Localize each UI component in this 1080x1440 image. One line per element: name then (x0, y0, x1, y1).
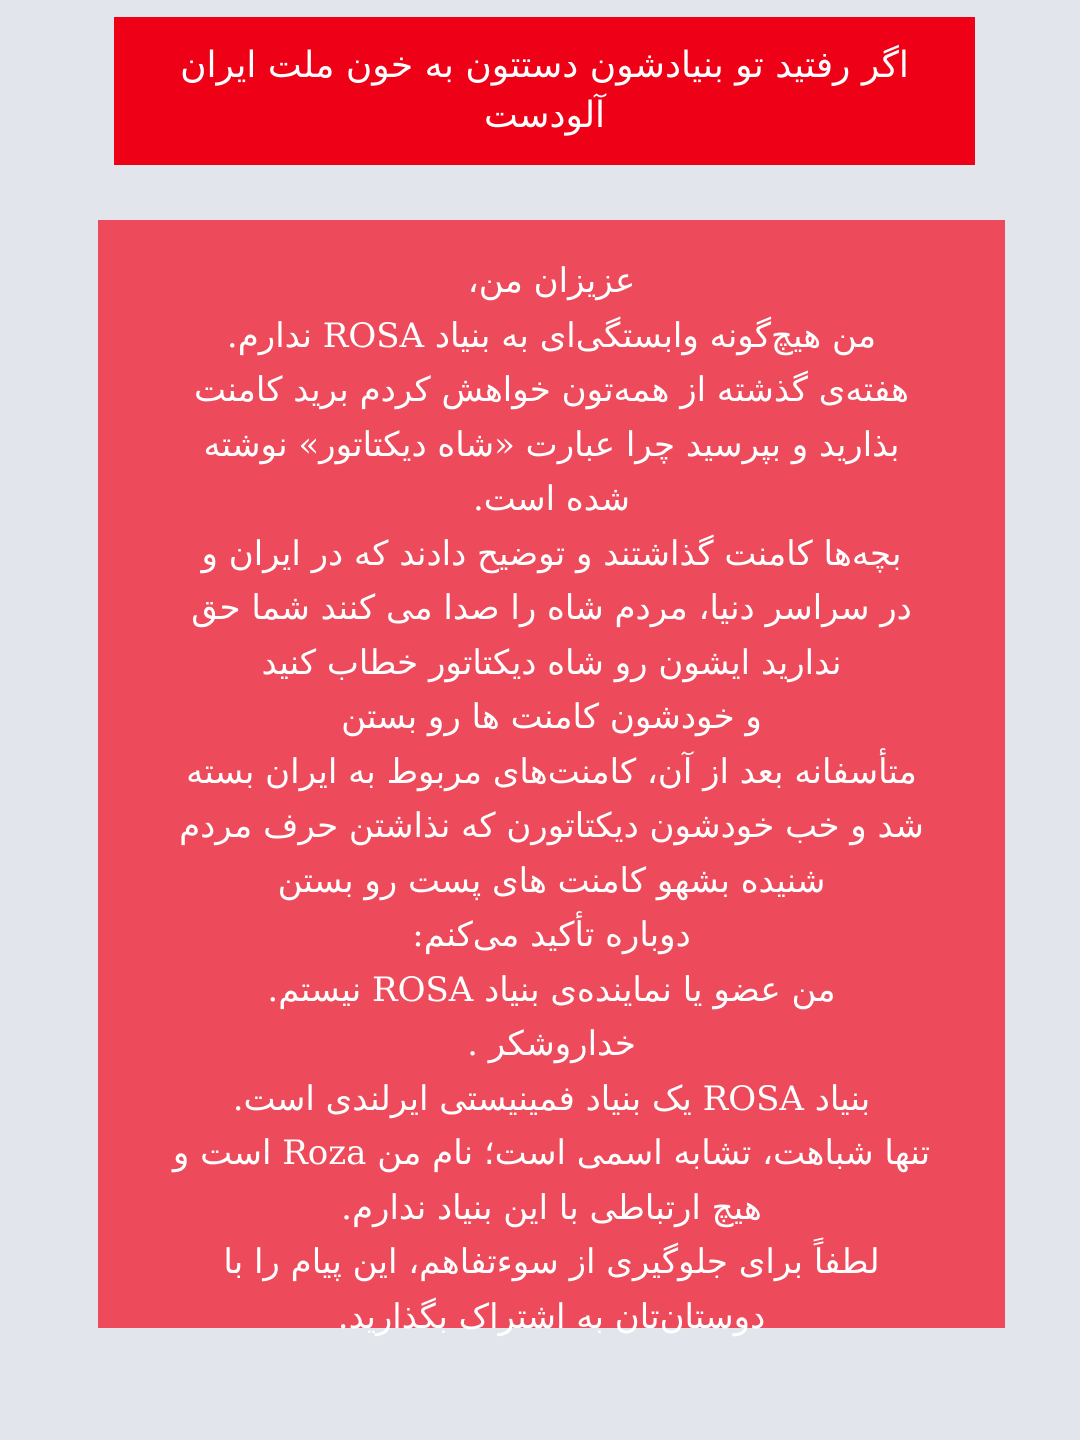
message-line: تنها شباهت، تشابه اسمی است؛ نام من Roza است و (172, 1133, 931, 1173)
header-line-2: آلودست (483, 95, 606, 136)
message-line: شنیده بشهو کامنت های پست رو بستن (277, 860, 826, 901)
header-banner (114, 17, 975, 165)
message-line: لطفاً برای جلوگیری از سوءتفاهم، این پیام را با (223, 1242, 880, 1282)
message-line: دوستان‌تان به اشتراک بگذارید. (337, 1296, 766, 1337)
message-line: شده است. (472, 479, 631, 519)
message-line: بذارید و بپرسید چرا عبارت «شاه دیکتاتور» نوشته (203, 424, 900, 465)
message-line: متأسفانه بعد از آن، کامنت‌های مربوط به ایران بسته (186, 751, 917, 792)
message-line: من هیچ‌گونه وابستگی‌ای به بنیاد ROSA ندارم. (226, 315, 877, 356)
message-line: بنیاد ROSA یک بنیاد فمینیستی ایرلندی است. (232, 1078, 871, 1119)
message-line: و خودشون کامنت ها رو بستن (341, 697, 762, 737)
message-line: در سراسر دنیا، مردم شاه را صدا می کنند شما حق (191, 588, 912, 628)
message-line: شد و خب خودشون دیکتاتورن که نذاشتن حرف مردم (179, 806, 924, 846)
message-line: من عضو یا نماینده‌ی بنیاد ROSA نیستم. (267, 969, 836, 1010)
header-line-1: اگر رفتید تو بنیادشون دستتون به خون ملت ایران (180, 45, 909, 86)
message-line: عزیزان من، (467, 261, 636, 301)
message-line: بچه‌ها کامنت گذاشتند و توضیح دادند که در ایران و (201, 533, 902, 574)
message-line: خداروشکر . (467, 1024, 636, 1064)
message-line: هیچ ارتباطی با این بنیاد ندارم. (341, 1187, 762, 1228)
message-panel (98, 220, 1005, 1337)
message-line: هفته‌ی گذشته از همه‌تون خواهش کردم برید کامنت (194, 370, 909, 410)
message-line: دوباره تأکید می‌کنم: (412, 915, 691, 955)
message-line: ندارید ایشون رو شاه دیکتاتور خطاب کنید (261, 642, 842, 683)
